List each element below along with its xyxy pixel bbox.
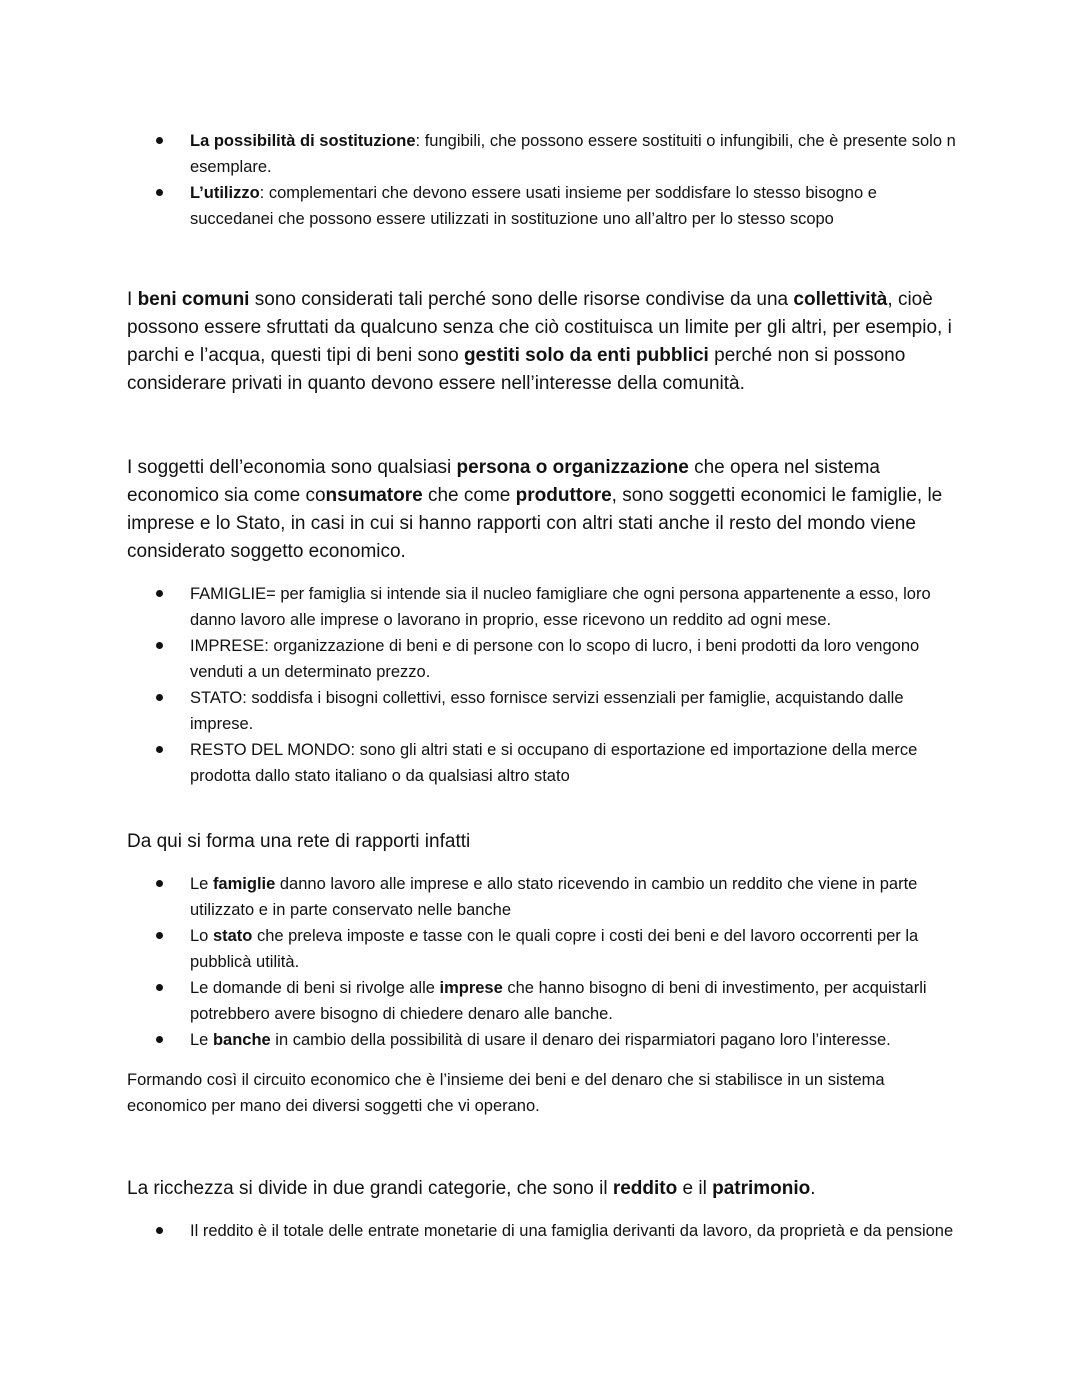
list-item: Il reddito è il totale delle entrate monetarie di una famiglia derivanti da lavoro, da proprietà e da pensione <box>127 1218 957 1244</box>
classification-list <box>127 128 957 232</box>
classification-list-section <box>127 128 957 232</box>
text-run: sono considerati tali perché sono delle risorse condivise da una <box>249 289 794 310</box>
list-item: RESTO DEL MONDO: sono gli altri stati e si occupano di esportazione ed importazione della merce prodotta dallo stato italiano o da qualsiasi altro stato <box>127 737 957 789</box>
rete-list-section <box>127 871 957 1053</box>
text-run: Lo <box>190 927 213 945</box>
text-run: e il <box>677 1178 713 1199</box>
ricchezza-list-section <box>127 1218 957 1244</box>
list-item <box>127 180 957 232</box>
list-item-term: La possibilità di sostituzione <box>190 132 416 150</box>
text-run: Le domande di beni si rivolge alle <box>190 979 440 997</box>
text-run: I soggetti dell’economia sono qualsiasi <box>127 457 457 478</box>
text-run: I <box>127 289 138 310</box>
list-item-text: : fungibili, che possono essere sostituiti o infungibili, che è presente solo n esemplare. <box>190 132 956 176</box>
text-run: perché non si possono considerare privati in quanto devono essere nell’interesse della comunità. <box>127 345 906 394</box>
bold-run: banche <box>212 1031 271 1049</box>
rete-intro-paragraph: Da qui si forma una rete di rapporti infatti <box>127 831 471 852</box>
list-item: FAMIGLIE= per famiglia si intende sia il nucleo famigliare che ogni persona appartenente a esso, loro danno lavoro alle imprese o lavorano in proprio, esse ricevono un reddito ad ogni mese. <box>127 581 957 633</box>
list-item <box>127 871 957 923</box>
soggetti-paragraph <box>127 454 957 566</box>
ricchezza-list <box>127 1218 957 1244</box>
text-run: , cioè possono essere sfruttati da qualcuno senza che ciò costituisca un limite per gli altri, per esempio, i parchi e l’acqua, questi tipi di beni sono <box>127 289 952 366</box>
bold-run: beni comuni <box>137 289 250 310</box>
text-run: che preleva imposte e tasse con le quali copre i costi dei beni e del lavoro occorrenti per la pubblicà utilità. <box>190 927 919 971</box>
list-item <box>127 975 957 1027</box>
rete-intro-section <box>127 828 957 856</box>
bold-run: gestiti solo da enti pubblici <box>463 345 709 366</box>
soggetti-section <box>127 454 957 566</box>
text-run: che opera nel sistema economico sia come co <box>127 457 880 506</box>
list-item <box>127 923 957 975</box>
bold-run: nsumatore <box>325 485 423 506</box>
soggetti-list <box>127 581 957 789</box>
text-run: danno lavoro alle imprese e allo stato ricevendo in cambio un reddito che viene in parte utilizzato e in parte conservato nelle banche <box>190 875 918 919</box>
beni-comuni-section <box>127 286 957 398</box>
text-run: Le <box>190 875 213 893</box>
rete-list <box>127 871 957 1053</box>
text-run: , sono soggetti economici le famiglie, le imprese e lo Stato, in casi in cui si hanno rapporti con altri stati anche il resto del mondo viene considerato soggetto economico. <box>127 485 943 562</box>
list-item-text: : complementari che devono essere usati insieme per soddisfare lo stesso bisogno e succedanei che possono essere utilizzati in sostituzione uno all’altro per lo stesso scopo <box>190 184 877 228</box>
ricchezza-section <box>127 1175 957 1203</box>
list-item: IMPRESE: organizzazione di beni e di persone con lo scopo di lucro, i beni prodotti da loro vengono venduti a un determinato prezzo. <box>127 633 957 685</box>
bold-run: stato <box>212 927 253 945</box>
list-item <box>127 1027 957 1053</box>
bold-run: famiglie <box>212 875 276 893</box>
bold-run: persona o organizzazione <box>456 457 689 478</box>
text-run: Le <box>190 1031 213 1049</box>
soggetti-list-section <box>127 581 957 789</box>
text-run: che come <box>422 485 516 506</box>
list-item <box>127 128 957 180</box>
circuito-section <box>127 1067 957 1119</box>
circuito-paragraph: Formando così il circuito economico che è l’insieme dei beni e del denaro che si stabilisce in un sistema economico per mano dei diversi soggetti che vi operano. <box>127 1071 885 1115</box>
beni-comuni-paragraph <box>127 286 957 398</box>
text-run: La ricchezza si divide in due grandi categorie, che sono il <box>127 1178 613 1199</box>
text-run: in cambio della possibilità di usare il denaro dei risparmiatori pagano loro l’interesse. <box>270 1031 891 1049</box>
bold-run: patrimonio <box>712 1178 811 1199</box>
list-item: STATO: soddisfa i bisogni collettivi, esso fornisce servizi essenziali per famiglie, acquistando dalle imprese. <box>127 685 957 737</box>
text-run: . <box>810 1178 816 1199</box>
ricchezza-paragraph <box>127 1175 957 1203</box>
bold-run: reddito <box>612 1178 678 1199</box>
bold-run: produttore <box>515 485 612 506</box>
text-run: che hanno bisogno di beni di investimento, per acquistarli potrebbero avere bisogno di chiedere denaro alle banche. <box>190 979 927 1023</box>
bold-run: collettività <box>793 289 888 310</box>
bold-run: imprese <box>439 979 503 997</box>
list-item-term: L’utilizzo <box>190 184 260 202</box>
